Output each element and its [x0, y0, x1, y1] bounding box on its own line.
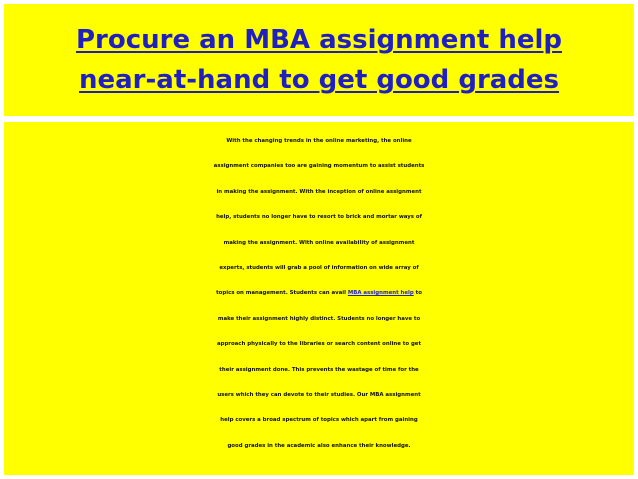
- body-line: users which they can devote to their studies. Our MBA assignment: [217, 392, 421, 399]
- body-line-with-link: [4, 281, 634, 306]
- body-line: With the changing trends in the online marketing, the online: [226, 138, 412, 144]
- title-line-1: Procure an MBA assignment help: [75, 25, 563, 55]
- body-text-after-link: to: [413, 290, 422, 297]
- title-panel: [4, 4, 634, 116]
- body-line: in making the assignment. With the inception of online assignment: [216, 188, 422, 195]
- body-line: assignment companies too are gaining momentum to assist students: [213, 163, 425, 170]
- body-line: experts, students will grab a pool of information on wide array of: [219, 265, 419, 272]
- body-line: help covers a broad spectrum of topics which apart from gaining: [220, 417, 418, 424]
- title-line-2: near-at-hand to get good grades: [78, 65, 560, 95]
- body-line: approach physically to the libraries or search content online to get: [216, 341, 422, 348]
- body-line: make their assignment highly distinct. Students no longer have to: [217, 315, 421, 322]
- slide-title: [76, 20, 562, 100]
- mba-assignment-help-link[interactable]: MBA assignment help: [347, 290, 414, 297]
- body-line: help, students no longer have to resort to brick and mortar ways of: [216, 214, 422, 221]
- body-panel: [4, 122, 634, 475]
- body-text-before-link: topics on management. Students can avail: [216, 290, 348, 297]
- body-line: their assignment done. This prevents the wastage of time for the: [219, 366, 419, 373]
- body-line: good grades in the academic also enhance their knowledge.: [227, 442, 411, 449]
- body-line: making the assignment. With online availability of assignment: [223, 239, 415, 246]
